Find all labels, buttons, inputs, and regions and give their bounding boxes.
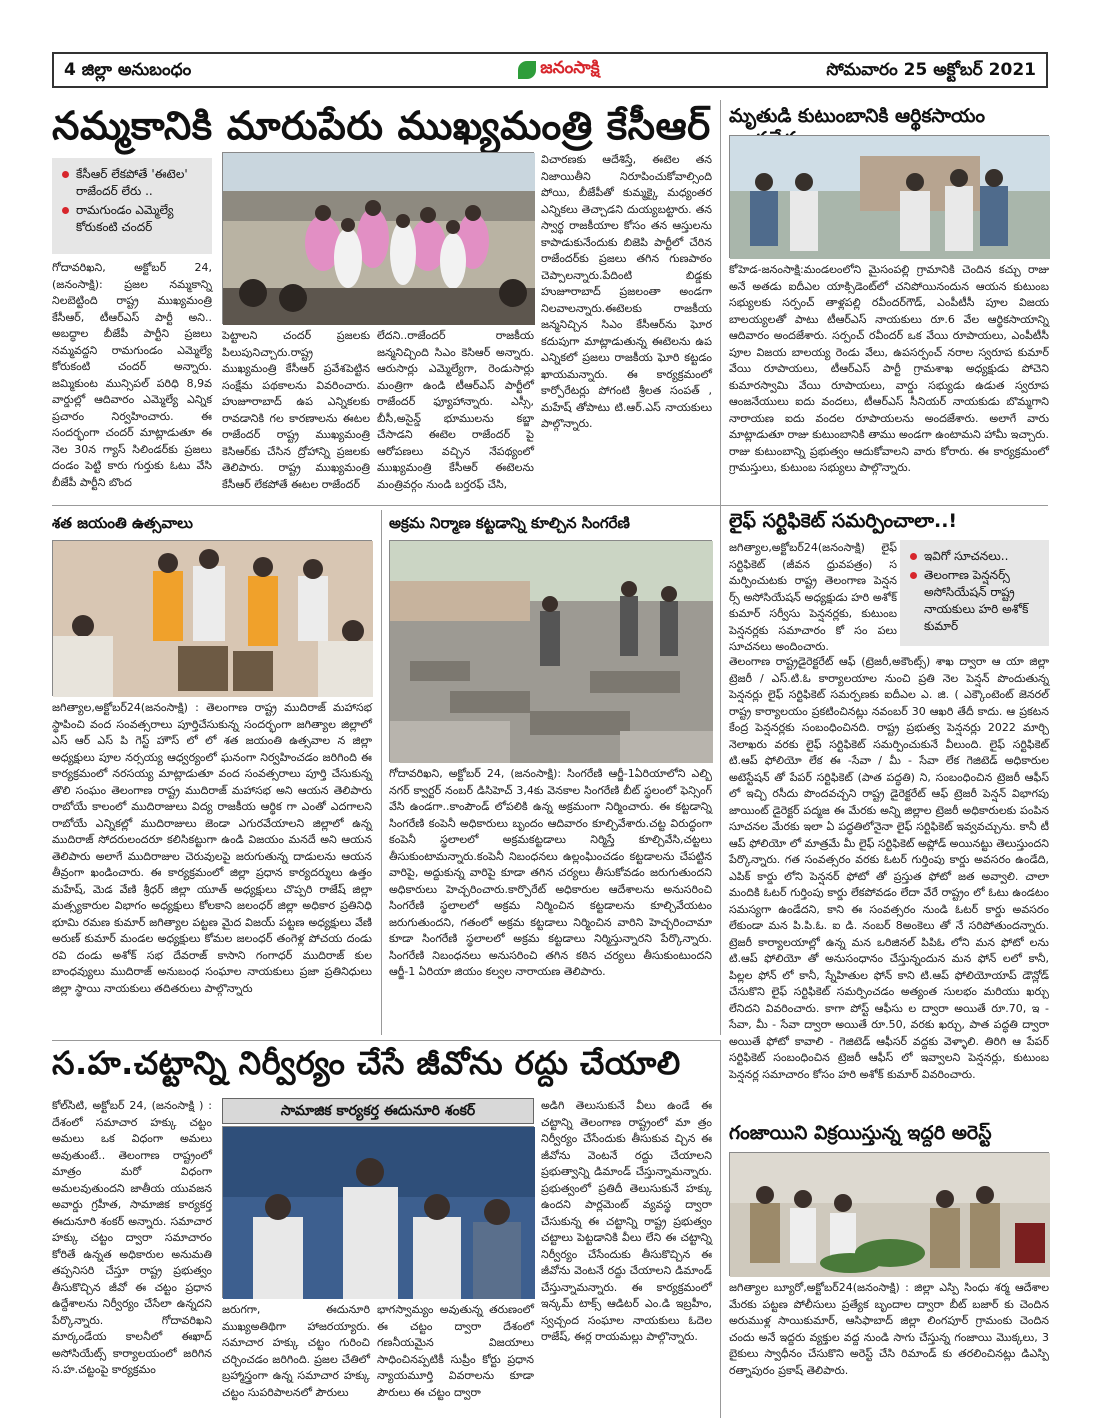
column-divider (720, 100, 721, 500)
story5-highlights (900, 540, 1049, 646)
story5-body: తెలంగాణ రాష్ట్రడైరెక్టరేట్ ఆఫ్ (ట్రెజరీ,అకౌంట్స్) శాఖ ద్వారా ఆ యా జిల్లా ట్రెజరీ / ఎస్.టి.ఓ కార్యాలయాల నుంచి ప్రతి నెల పెన్షన్ పొందుతున్న పెన్షనర్లు లైఫ్ సర్టిఫికెట్ సమర్పణకు ఐదీఎల ఎ. జి. ( ఎక్కౌంటెంట్ జెనరల్ రాష్ట్ర కార్యాలయం ప్రకటించినట్లు నవంబర్ 30 ఆఖరి తేదీ కాదు. ఆ ప్రకటన కేంద్ర పెన్షనర్లకు సంబంధించినది. రాష్ట్ర ప్రభుత్వ పెన్షనర్లు 2022 మార్చి నెలాఖరు వరకు లైఫ్ సర్టిఫికెట్ సమర్పించుకునే వీలుంది. లైఫ్ సర్టిఫికెట్ టి.ఆప్ ఫోలియో లేక ఈ -సేవా / మీ - సేవా లేక గెజిటెడ్ అధికారుల అటెస్టేషన్ తో పేపర్ సర్టిఫికెట్ (పాత పద్ధతి) ని, సంబంధించిన ట్రెజరీ ఆఫీస్ లో ఇచ్చి రసీదు పొందవచ్చని రాష్ట్ర డైరెక్టరేట్ ఆఫ్ ట్రెజరీ పెన్షన్ విభాగపు జాయింట్ డైరెక్టర్ పద్మజ ఈ మేరకు అన్ని జిల్లాల ట్రెజరీ అధికారులకు పంపిన సూచనల మేరకు ఇలా ఏ పద్ధతిలోనైనా లైఫ్ సర్టిఫికెట్ ఇవ్వవచ్చును. కానీ టీ ఆప్ ఫోలియో లో మాత్రమే మీ లైఫ్ సర్టిఫికెట్ అప్లోడ్ అయినట్టు తెలుస్తుందని పేర్కొన్నారు. గత సంవత్సరం వరకు ఓటర్ గుర్తింపు కార్డు అవసరం ఉండేది, ఎపిక్ కార్డు లోని పెన్షనర్ ఫోటో తో ప్రస్తుత ఫోటో జత అవ్వాలి. చాలా మందికి ఓటర్ గుర్తింపు కార్డు లేకపోవడం లేదా వేరే రాష్ట్రం లో ఓటు ఉండటం సమస్యగా ఉండేదని, కాని ఈ సంవత్సరం నుండి ఓటర్ కార్డు అవసరం లేకుండా మన పి.పి.ఓ. ఐ డి. నంబర్ 8అంకెలు తో నే సరిపోతుందన్నారు. ట్రెజరీ కార్యాలయాల్లో ఉన్న మన ఒరిజినల్ పిపిఓ లోని మన ఫోటో లను టి.ఆప్ ఫోలియో తో అనుసంధానం చేస్తున్నందున మన ఫోన్ లలో కానీ, పిల్లల ఫోన్ లో కానీ, స్నేహితుల ఫోన్ కాని టి.ఆప్ ఫోలియోయాప్ డౌన్లోడ్ చేసుకొని లైఫ్ సర్టిఫికెట్ సమర్పించడం అత్యంత సులభం మరియు ఖర్చు లేనిదని వివరించారు. కాగా పోస్ట్ ఆఫీసు ల ద్వారా అయితే రూ.70, ఇ - సేవా, మీ - సేవా ద్వారా అయితే రూ.50, వరకు ఖర్చు, పాత పద్ధతి ద్వారా అయితే ఫోటో కావాలి - గెజిటెడ్ ఆఫీసర్ వద్దకు వెళ్ళాలి. తిరిగి ఆ పేపర్ సర్టిఫికెట్ సంబంధించిన ట్రెజరీ ఆఫీస్ లో ఇవ్వాలని పెన్షనర్లు, కుటుంబ పెన్షనర్ల సమాచారం కోసం హరి అశోక్ కుమార్ వివరించారు. (729, 655, 1049, 1081)
issue-date: సోమవారం 25 అక్టోబర్ 2021 (826, 60, 1036, 80)
handover-photo (730, 136, 1050, 259)
story4-photo (389, 540, 712, 762)
story7-headline: గంజాయిని విక్రయిస్తున్న ఇద్దరి అరెస్ట్ (729, 1122, 992, 1144)
page-label: 4 జిల్లా అనుబంధం (64, 60, 192, 80)
section-divider (52, 1040, 720, 1041)
story6-headline: స.హ.చట్టాన్ని నిర్వీర్యం చేసే జీవోను రద్దు చేయాలి (52, 1044, 681, 1082)
story2-headline: మృతుడి కుటుంబానికి ఆర్థికసాయం (729, 105, 986, 127)
story6-col2: జరుగగా, ఈదునూరి ముఖ్యఅతిథిగా హాజరయ్యారు. సమాచార హక్కు చట్టం గురించి చర్చించడం జరిగింది. ప్రజల చేతిలో బ్రహ్మాస్త్రంగా ఉన్న సమాచార హక్కు చట్టం సుపరిపాలనలో పౌరులు (222, 1303, 370, 1399)
story1-col2: పెట్టాలని చందర్ ప్రజలకు పిలుపునిచ్చారు.రాష్ట్ర ముఖ్యమంత్రి కేసీఆర్ ప్రవేశపెట్టిన సంక్షేమ పథకాలను వివరించారు. హుజూరాబాద్ ఉప ఎన్నికలకు రావడానికి గల కారణాలను ఈటల రాజేందర్ రాష్ట్ర ముఖ్యమంత్రి కెసిఆర్‌కు చేసిన ద్రోహాన్ని ప్రజలకు తెలిపారు. రాష్ట్ర ముఖ్యమంత్రి కేసీఆర్ లేకపోతే ఈటల రాజేందర్ (222, 329, 370, 491)
story4-body: గోదావరిఖని, అక్టోబర్ 24, (జనంసాక్షి): సింగరేణి ఆర్జీ-1ఏరియాలోని ఎల్బి నగర్ క్వార్టర్ నంబర్ డిసిహెచ్ 3,4కు వెనకాల సింగరేణి బీట్ స్థలంలో ఫెన్సింగ్ వేసి ఉండగా..కాంపౌండ్ లోపలికి ఉన్న అక్రమంగా నిర్మించారు. ఈ కట్టడాన్ని సింగరేణి కంపెనీ అధికారులు బృందం ఆదివారం కూల్చివేశారు.చట్ట విరుద్ధంగా కంపెనీ స్థలాలలో అక్రమకట్టడాలు నిర్మిస్తే కూల్చివేసి,చట్టలు తీసుకుంటామన్నారు.కంపెనీ నిబంధనలు ఉల్లంఘించడం కట్టడాలను చేపట్టిన వారిపై, అద్దుకున్న వారిపై కూడా తగిన చర్యలు తీసుకోవడం జరుగుతుందని అధికారులు హెచ్చరించారు.కార్పొరేట్ అధికారుల ఆదేశాలను అనుసరించి సింగరేణి స్థలాలలో అక్రమ నిర్మించిన కట్టడాలను కూల్చివేయటం జరుగుతుందని, గతంలో అక్రమ కట్టడాలు నిర్మించిన వారిని హెచ్చరించామా కూడా సింగరేణి స్థలాలలో అక్రమ కట్టడాలు నిర్మిస్తున్నారని పేర్కొన్నారు. సింగరేణి నిబంధనలు అనుసరించి తగిన కఠిన చర్యలు తీసుకుంటుందని ఆర్జీ-1 ఏరియా జియం కల్వల నారాయణ తెలిపారు. (389, 767, 712, 978)
story5-highlight: ఇవిగో సూచనలు.. (910, 548, 1039, 565)
column-divider (720, 500, 721, 1035)
story1-headline: నమ్మకానికి మారుపేరు ముఖ్యమంత్రి కేసీఆర్ (52, 104, 711, 149)
story4-headline: అక్రమ నిర్మాణ కట్టడాన్ని కూల్చిన సింగరేణి (389, 514, 630, 532)
story7-body: జగిత్యాల బ్యూరో,అక్టోబర్24(జనంసాక్షి) : జిల్లా ఎస్పి సింధు శర్మ ఆదేశాల మేరకు పట్టణ పోలీసులు ప్రత్యేక బృందాల ద్వారా బీట్ బజార్ కు చెందిన అరుముళ్ల సాయికుమార్, ఆసిఫాబాద్ జిల్లా లింగపూర్ గ్రామంకు చెందిన చందు అనే ఇద్దరు వ్యక్తుల వద్ద నుండి సాగు చేస్తున్న గంజాయి మొక్కలు, 3 బైకులు స్వాధీనం చేసుకొని అరెస్ట్ చేసి రిమాండ్ కు తరలించినట్లు డిఎస్పి రత్నాపురం ప్రకాష్ తెలిపారు. (729, 1281, 1049, 1377)
meeting-photo (53, 541, 373, 697)
story6-subbanner: సామాజిక కార్యకర్త ఈదునూరి శంకర్ (222, 1098, 534, 1124)
crowd-photo (223, 153, 535, 325)
story6-col4: అడిగి తెలుసుకునే వీలు ఉండే ఈ చట్టాన్ని తెలంగాణ రాష్ట్రంలో మా త్రం నిర్వీర్యం చేసేందుకు తీసుకువ చ్చిన ఈ జీవోను వెంటనే రద్దు చేయాలని ప్రభుత్వాన్ని డిమాండ్ చేస్తున్నామన్నారు. ప్రభుత్వంలో ప్రతిదీ తెలుసుకునే హక్కు ఉందని పార్లమెంట్ వ్యవస్థ ద్వారా చేసుకున్న ఈ చట్టాన్ని రాష్ట్ర ప్రభుత్వం చట్టాలు పెట్టడానికి వీలు లేని ఈ చట్టాన్ని నిర్వీర్యం చేసేందుకు తీసుకొచ్చిన ఈ జీవోను వెంటనే రద్దు చేయాలని డిమాండ్ చేస్తున్నామన్నారు. ఈ కార్యక్రమంలో ఇన్కమ్ టాక్స్ ఆడిటర్ ఎం.డి ఇబ్రహీం, స్వచ్చంద సంఘాల నాయకులు ఓదెల రాజేష్, ఈర్ల రాయమల్లు పాల్గొన్నారు. (541, 1099, 712, 1343)
newspaper-logo (504, 55, 614, 85)
story6-photo (222, 1126, 534, 1298)
story3-body: జగిత్యాల,అక్టోబర్24(జనంసాక్షి) : తెలంగాణ రాష్ట్ర ముదిరాజ్ మహాసభ స్థాపించి వంద సంవత్సరాలు పూర్తిచేసుకున్న సందర్భంగా జగిత్యాల జిల్లాలో ఎస్ ఆర్ ఎస్ పి గెస్ట్ హౌస్ లో లో శత జయంతి ఉత్సవాల న జిల్లా అధ్యక్షులు పూల నర్సయ్య ఆధ్వర్యంలో ఘనంగా నిర్వహించడం జరిగింది ఈ కార్యక్రమంలో నరసయ్య మాట్లాడుతూ వంద సంవత్సరాలు పూర్తి చేసుకున్న తొలి సంఘం తెలంగాణ రాష్ట్ర ముదిరాజ్ మహాసభ అని ఆయన తెలిపారు రాబోయే కాలంలో ముదిరాజులు విద్య రాజకీయ ఆర్థిక గా ఎంతో ఎదగాలని రాబోయే ఎన్నికల్లో ముదిరాజులు జెండా ఎగురవేయాలని జిల్లాలో ఉన్న ముదిరాజ్ సోదరులందరూ కలిసికట్టుగా ఉండి విజయం మనదే అని ఆయన తెలిపారు అలాగే ముదిరాజుల చెరువులపై జరుగుతున్న దాడులను ఆయన తీవ్రంగా ఖండించారు. ఈ కార్యక్రమంలో జిల్లా ప్రధాన కార్యదర్శులు ఉత్తం మహేష్, మెడ వేణి శ్రీధర్ జిల్లా యూత్ అధ్యక్షులు చొప్పరి రాజేష్ జిల్లా మత్స్యకారుల విభాగం అధ్యక్షులు కోలకాని జలంధర్ జిల్లా అధికార ప్రతినిధి భూమి రమణ కుమార్ జగిత్యాల పట్టణ మైద విజయ్ పట్టణ అధ్యక్షులు వేణి అరుణ్ కుమార్ మండల అధ్యక్షులు కోమల జలంధర్ తంగెళ్ల పోచయ దండు రవి దండు అశోక్ సభ దేవరాజ్ కాసాని గంగాధర్ ముదిరాజ్ కుల బాంధవ్యులు ముదిరాజ్ అనుబంధ సంఘాల నాయకులు ప్రజా ప్రతినిధులు జిల్లా స్థాయి నాయకులు తదితరులు పాల్గొన్నారు (52, 701, 372, 995)
story2-body: కోహెడ-జనంసాక్షి:మండలంలోని మైసంపల్లి గ్రామానికి చెందిన కచ్చు రాజు అనే అతడు ఐదీఎల యాక్సిడెంట్‌లో చనిపోయినందున ఆయన కుటుంబ సభ్యులకు సర్పంచ్ తాళ్లపల్లి రవీందర్‌గౌడ్, ఎంపీటీసీ పూల విజయ బాలయ్యలతో పాటు టీఆర్ఎస్ నాయకులు రూ.6 వేల ఆర్థికసాయాన్ని ఆదివారం అందజేశారు. సర్పంచ్ రవీందర్ ఒక వేయి రూపాయలు, ఎంపీటీసీ పూల విజయ బాలయ్య రెండు వేలు, ఉపసర్పంచ్ నరాల స్వరూప కుమార్ వేయి రూపాయలు, టీఆర్ఎస్ పార్టీ గ్రామశాఖ అధ్యక్షుడు పోచెని కుమారస్వామి వేయి రూపాయలు, వార్డు సభ్యుడు ఉడుత స్వరూప ఆంజనేయులు ఐదు వందలు, టీఆర్ఎస్ సీనియర్ నాయకుడు బొమ్మగాని నారాయణ ఐదు వందల రూపాయలను అందజేశారు. అలాగే వారు మాట్లాడుతూ రాజు కుటుంబానికి తాము అండగా ఉంటామని హామీ ఇచ్చారు. రాజు కుటుంబాన్ని ప్రభుత్వం ఆదుకోవాలని వారు కోరారు. ఈ కార్యక్రమంలో గ్రామస్తులు, కుటుంబ సభ్యులు పాల్గొన్నారు. (729, 263, 1049, 474)
story2-photo (729, 135, 1049, 258)
story1-photo (222, 152, 534, 324)
story1-highlight: రామగుండం ఎమ్మెల్యే కోరుకంటి చందర్ (62, 202, 202, 236)
section-divider (52, 505, 1048, 506)
police-photo (730, 1153, 1050, 1277)
column-divider (381, 510, 382, 1035)
story1-col1: గోదావరిఖని, అక్టోబర్ 24, (జనంసాక్షి): ప్రజల నమ్మకాన్ని నిలబెట్టింది రాష్ట్ర ముఖ్యమంత్రి కేసీఆర్, టీఆర్ఎస్ పార్టీ అని.. అబద్ధాల బీజేపీ పార్టీని ప్రజలు నమ్మవద్దని రామగుండం ఎమ్మెల్యే కోరుకంటి చందర్ అన్నారు. జమ్మికుంట మున్సిపల్ పరిధి 8,9వ వార్డుల్లో ఆదివారం ఎమ్మెల్యే ఎన్నిక ప్రచారం నిర్వహించారు. ఈ సందర్భంగా చందర్ మాట్లాడుతూ ఈ నెల 30న గ్యాస్ సిలిండర్‌కు ప్రజలు దండం పెట్టి కారు గుర్తుకు ఓటు వేసి బీజేపీ పార్టీని బొంద (52, 261, 212, 489)
story1-highlight: కేసీఆర్ లేకపోతే 'ఈటెల' రాజేందర్ లేరు .. (62, 166, 202, 200)
logo-text: జనంసాక్షి (540, 58, 600, 78)
story5-highlight: తెలంగాణ పెన్షనర్స్ అసోసియేషన్ రాష్ట్ర నాయకులు హరి అశోక్ కుమార్ (910, 567, 1039, 635)
story3-photo (52, 540, 372, 696)
story6-col1: కోల్‌సిటి, అక్టోబర్ 24, (జనంసాక్షి ) : దేశంలో సమాచార హక్కు చట్టం అమలు ఒక విధంగా అమలు అవుతుంటే.. తెలంగాణ రాష్ట్రంలో మాత్రం మరో విధంగా అమలవుతుందని జాతీయ యువజన అవార్డు గ్రహీత, సామాజిక కార్యకర్త ఈదునూరి శంకర్ అన్నారు. సమాచార హక్కు చట్టం ద్వారా సమాచారం కోరితే ఉన్నత అధికారుల అనుమతి తప్పనిసరి చేస్తూ రాష్ట్ర ప్రభుత్వం తీసుకొచ్చిన జీవో ఈ చట్టం ప్రధాన ఉద్దేశాలను నిర్వీర్యం చేసేలా ఉన్నదని పేర్కొన్నారు. గోదావరిఖని మార్కండేయ కాలనీలో ఈఖాద్ అసోసియేట్స్ కార్యాలయంలో జరిగిన స.హ.చట్టంపై కార్యక్రమం (52, 1099, 212, 1376)
story1-col3: విచారణకు ఆదేశిస్తే, ఈటెల తన నిజాయితీని నిరూపించుకోవాల్సింది పోయి, బీజేపీతో కుమ్మక్కై మధ్యంతర ఎన్నికలు తెచ్చాడని దుయ్యబట్టారు. తన స్వార్థ రాజకీయాల కోసం తన ఆస్తులను కాపాడుకునేందుకు బిజెపి పార్టీలో చేరిన రాజేందర్‌కు ప్రజలు తగిన గుణపాఠం చెప్పాలన్నారు.పేదింటి బిడ్డకు హుజూరాబాద్ ప్రజలంతా అండగా నిలవాలన్నారు.ఈటెలకు రాజకీయ జన్మనిచ్చిన సిఎం కేసీఆర్‌ను ఘోర కదుపుగా మాట్లాడుతున్న ఈటెలను ఉప ఎన్నికలో ప్రజలు రాజకీయ ఘోరి కట్టడం ఖాయమన్నారు. ఈ కార్యక్రమంలో కార్పోరేటర్లు పోగంటి శ్రీలత సంపత్ , మహేష్ తోపాటు టి.ఆర్.ఎస్ నాయకులు పాల్గొన్నారు. (541, 153, 712, 430)
group-photo (223, 1127, 535, 1299)
story5-lead: జగిత్యాల,అక్టోబర్24(జనంసాక్షి) లైఫ్ సర్టిఫికెట్ (జీవన ధ్రువపత్రం) స మర్పించుటకు రాష్ట్ర తెలంగాణ పెన్షన ర్స్ అసోసియేషన్ అధ్యక్షుడు హరి అశోక్ కుమార్ సర్వీసు పెన్షనర్లకు, కుటుంబ పెన్షనర్లకు సమాచారం కో సం పలు సూచనలు అందించారు. (729, 541, 897, 653)
story6-col3: భాగస్వామ్యం అవుతున్న తరుణంలో ఈ చట్టం ద్వారా దేశంలో గణనీయమైన విజయాలు సాధించినప్పటికీ సుప్రీం కోర్టు ప్రధాన న్యాయమూర్తి వివరాలను కూడా పౌరులు ఈ చట్టం ద్వారా (377, 1303, 534, 1399)
story1-col2b: లేదని..రాజేందర్ రాజకీయ జన్మనిచ్చింది సిఎం కెసిఆర్ అన్నారు. ఆరుసార్లు ఎమ్మెల్యేగా, రెండుసార్లు మంత్రిగా ఉండి టీఆర్ఎస్ పార్టీలో రాజేందర్ ఫ్యూహాన్నారు. ఎస్సీ, బీసీ,అసైన్డ్ భూములను కబ్జా చేసాడని ఈటెల రాజేందర్ పై ఆరోపణలు వచ్చిన నేపథ్యంలో ముఖ్యమంత్రి కేసీఆర్ ఈటెలను మంత్రివర్గం నుండి బర్తరఫ్ చేసి, (377, 329, 534, 491)
demolition-photo (390, 541, 713, 763)
story1-highlights (52, 158, 212, 254)
story7-photo (729, 1152, 1049, 1276)
leaf-logo-icon (518, 61, 536, 79)
story5-headline: లైఫ్ సర్టిఫికెట్ సమర్పించాలా..! (729, 510, 958, 532)
column-divider (720, 1040, 721, 1418)
story3-headline: శత జయంతి ఉత్సవాలు (52, 514, 193, 532)
masthead (52, 52, 1048, 88)
